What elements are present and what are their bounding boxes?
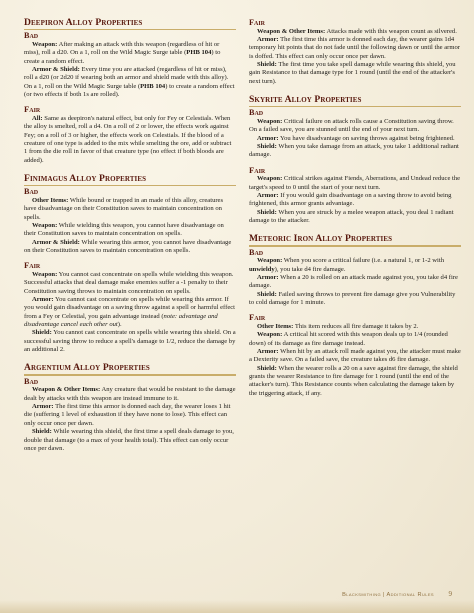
section-rule	[24, 374, 236, 375]
paragraph	[249, 36, 461, 61]
label: Shield:	[257, 364, 277, 372]
ref: PHB 104	[140, 82, 166, 90]
paragraph	[249, 291, 461, 308]
page-footer: Blacksmithing | Additional Rules	[342, 592, 434, 598]
label: Weapon:	[257, 117, 283, 125]
note: note: advantage and disadvantage cancel each other out	[24, 312, 218, 329]
subheading-fair: Fair	[24, 104, 41, 115]
text: ).	[117, 321, 122, 329]
paragraph	[249, 348, 461, 365]
label: Shield:	[257, 208, 277, 216]
section-title-skyrite: Skyrite Alloy Properties	[249, 94, 362, 105]
text: Critical strikes against Fiends, Aberrations, and Undead reduce the target's speed to 0 until the start of your next turn.	[249, 175, 461, 191]
keyword: unwieldy	[249, 265, 275, 273]
paragraph	[24, 403, 236, 428]
label: Weapon & Other Items:	[257, 27, 326, 35]
subheading-fair: Fair	[24, 260, 41, 271]
text: Every time you are attacked (regardless of hit or miss), roll a d20 (or 2d20 if wearing both an armor and shield made with this alloy). On a 1, roll on the Wild Magic Surge table (	[24, 66, 229, 90]
subheading-bad: Bad	[249, 108, 264, 118]
text: The first time this armor is donned each day, the wearer loses 1 hit die (suffering 1 level of exhaustion if they have none to lose). This effect can only occur once per dawn.	[24, 403, 231, 427]
label: Weapon:	[32, 222, 58, 230]
paragraph	[249, 175, 461, 192]
label: Weapon & Other Items:	[32, 386, 101, 394]
left-column	[24, 18, 236, 453]
text: While wielding this weapon, you cannot have disadvantage on their Constitution saves to maintain concentration on spells.	[24, 222, 224, 238]
label: Armor & Shield:	[32, 66, 80, 74]
label: Armor:	[257, 274, 279, 282]
text: You have disadvantage on saving throws against being frightened.	[278, 134, 455, 142]
paragraph	[249, 118, 461, 135]
paragraph	[249, 274, 461, 291]
label: Shield:	[257, 60, 277, 68]
right-column	[249, 18, 461, 398]
paragraph	[249, 257, 461, 274]
label: Armor:	[32, 403, 54, 411]
paragraph	[249, 28, 461, 36]
label: Armor & Shield:	[32, 238, 80, 246]
paragraph	[249, 192, 461, 209]
paragraph	[24, 197, 236, 222]
paragraph	[24, 66, 236, 99]
subheading-fair: Fair	[249, 164, 266, 175]
label: Shield:	[32, 428, 52, 436]
text: A critical hit scored with this weapon deals up to 1/4 (rounded down) of its damage as fire damage instead.	[249, 331, 448, 347]
label: Weapon:	[257, 175, 283, 183]
text: When you are struck by a melee weapon attack, you deal 1 radiant damage to the attacker.	[249, 208, 454, 225]
section-title-finimagus: Finimagus Alloy Properties	[24, 173, 147, 185]
subheading-bad: Bad	[24, 187, 39, 197]
label: Weapon:	[32, 40, 58, 48]
text: When you score a critical failure (i.e. a natural 1, or 1-2 with	[282, 257, 445, 265]
section-rule	[249, 106, 461, 107]
paragraph	[249, 331, 461, 348]
paragraph	[249, 323, 461, 331]
label: Armor:	[257, 35, 279, 43]
ref: PHB 104	[186, 49, 212, 57]
paragraph	[24, 296, 236, 329]
paragraph	[24, 329, 236, 354]
label: All:	[32, 114, 43, 122]
text: When you take damage from an attack, you take 1 additional radiant damage.	[249, 143, 459, 159]
subheading-fair: Fair	[249, 18, 266, 27]
subheading-bad: Bad	[249, 247, 264, 257]
text: After making an attack with this weapon (regardless of hit or miss), roll a d20. On a 1, roll on the Wild Magic Surge table (	[24, 40, 220, 57]
text: You cannot cast concentrate on spells while wearing this armor. If you would gain disadvantage on a saving throw against a spell or harmful effect from a Fey or Celestial, you gain advantage instead (	[24, 296, 236, 320]
text: Critical failure on attack rolls cause a Constitution saving throw. On a failed save, you are stunned until the end of your next turn.	[249, 117, 454, 134]
text: While bound or trapped in an made of this alloy, creatures have disadvantage on their Constitution saves to maintain concentration on spells.	[24, 197, 224, 221]
text: Any creature that would be resistant to the damage dealt by attacks with this weapon are instead immune to it.	[24, 386, 236, 402]
text: The first time this armor is donned each day, the wearer gains 1d4 temporary hit points that do not fade until the following dawn or until the armor is doffed. This effect can only occur once per dawn.	[249, 35, 460, 60]
label: Armor:	[257, 191, 279, 199]
subheading-bad: Bad	[24, 31, 39, 41]
text: You cannot cast concentrate on spells while wearing this shield. On a successful saving throw to reduce a spell's damage to 1/2, reduce the damage by an additional 2.	[24, 329, 236, 354]
section-title-meteoric: Meteoric Iron Alloy Properties	[249, 233, 393, 245]
text: When a 20 is rolled on an attack made against you, you take d4 fire damage.	[249, 274, 458, 290]
label: Weapon:	[257, 257, 283, 265]
label: Shield:	[257, 290, 277, 298]
section-rule	[24, 185, 236, 186]
text: ), you take d4 fire damage.	[274, 265, 346, 273]
label: Weapon:	[32, 271, 58, 279]
label: Armor:	[32, 296, 54, 304]
paragraph	[24, 428, 236, 453]
paragraph	[24, 222, 236, 239]
text: Failed saving throws to prevent fire damage give you Vulnerability to cold damage for 1 minute.	[249, 290, 456, 307]
paragraph	[24, 239, 236, 256]
label: Shield:	[257, 143, 277, 151]
paragraph	[249, 365, 461, 398]
section-title-deepiron: Deepiron Alloy Properties	[24, 17, 143, 28]
paragraph	[249, 61, 461, 86]
section-rule	[249, 245, 461, 246]
text: ) to create a random effect (or two effects if both 1s are rolled).	[24, 82, 235, 99]
paragraph	[24, 386, 236, 403]
paragraph	[249, 143, 461, 160]
text: You cannot cast concentrate on spells while wielding this weapon. Successful attacks that deal damage make enemies suffer a -1 penalty to their Constitution saving throws to maintain concentration on spells.	[24, 271, 234, 295]
footer-band	[0, 600, 474, 613]
text: Same as deepiron's natural effect, but only for Fey or Celestials. When the alloy is smelted, roll a d4. On a roll of 2 or lower, the effects work against Fey; on a roll of 3 or higher, the effects work on Celestials. If the blood of a creature of one type is added to the mix while smelting the ore, add or subtract 1 from the die roll in favor of that creature type (no effect if both bloods are added).	[24, 114, 232, 164]
text: If you would gain disadvantage on a saving throw to avoid being frightened, this armor grants advantage.	[249, 191, 452, 208]
label: Shield:	[32, 329, 52, 337]
subheading-fair: Fair	[249, 312, 266, 323]
text: While wearing this armor, you cannot have disadvantage on their Constitution saves to maintain concentration on spells.	[24, 238, 232, 255]
paragraph	[24, 271, 236, 296]
paragraph	[24, 41, 236, 66]
label: Weapon:	[257, 331, 283, 339]
paragraph	[249, 209, 461, 226]
label: Armor:	[257, 134, 279, 142]
text: The first time you take spell damage while wearing this shield, you gain Resistance to that damage type for 1 round (until the end of the attacker's next turn).	[249, 60, 456, 85]
paragraph	[249, 135, 461, 143]
text: Attacks made with this weapon count as silvered.	[325, 27, 457, 35]
text: When the wearer rolls a 20 on a save against fire damage, the shield grants the wearer Resistance to fire damage for 1 round (until the end of the attacker's turn). This Resistance counts when calculating the damage taken by the triggering attack, if any.	[249, 364, 458, 397]
label: Other Items:	[32, 197, 69, 205]
section-title-argentium: Argentium Alloy Properties	[24, 362, 150, 374]
text: ) to create a random effect.	[24, 49, 221, 65]
paragraph	[24, 115, 236, 165]
subheading-bad: Bad	[24, 376, 39, 386]
section-rule	[24, 29, 236, 30]
page-number: 9	[448, 590, 452, 598]
text: When hit by an attack roll made against you, the attacker must make a Dexterity save. On a failed save, the creature takes d6 fire damage.	[249, 348, 461, 364]
text: While wearing this shield, the first time a spell deals damage to you, double that damage (to a max of your health total). This effect can only occur once per dawn.	[24, 428, 234, 452]
label: Armor:	[257, 348, 279, 356]
label: Other Items:	[257, 323, 294, 330]
text: This item reduces all fire damage it takes by 2.	[293, 323, 419, 330]
